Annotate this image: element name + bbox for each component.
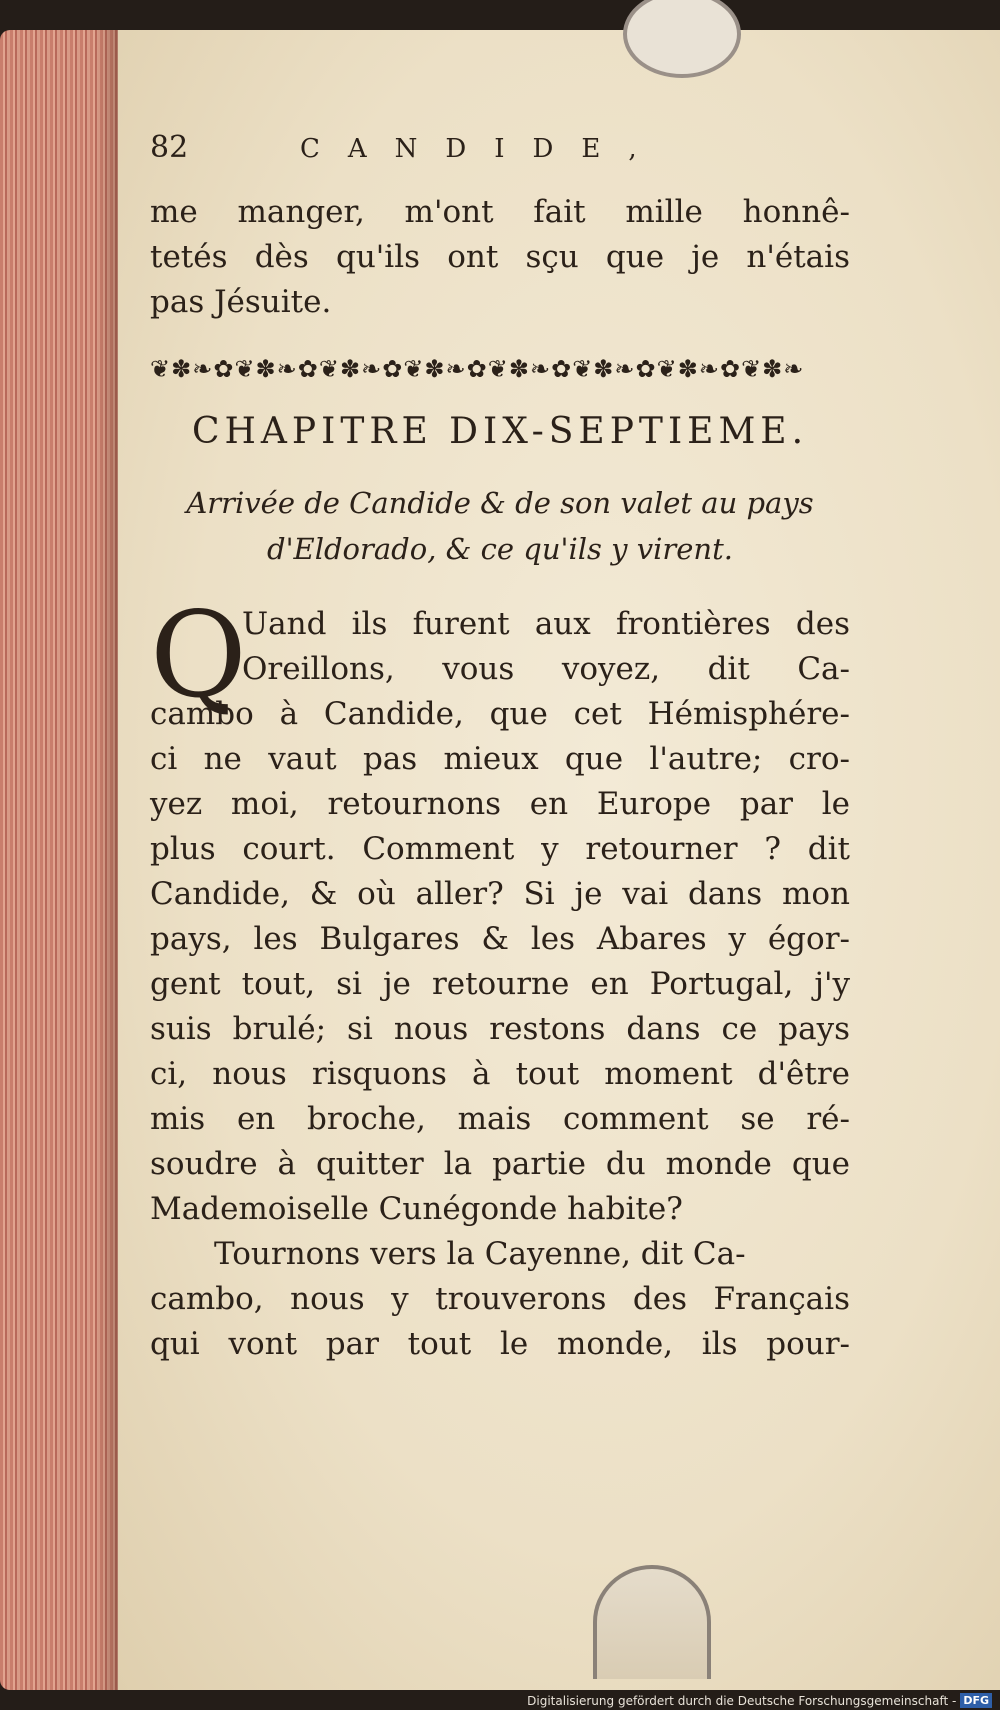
top-text-block	[150, 190, 850, 325]
drop-cap: Q	[150, 586, 247, 724]
paragraph-1	[150, 586, 850, 1232]
text-line: gent tout, si je retourne en Portugal, j'y	[150, 966, 850, 1002]
text-line: qui vont par tout le monde, ils pour-	[150, 1326, 850, 1362]
text-line: Candide, & où aller? Si je vai dans mon	[150, 876, 850, 912]
text-line: pays, les Bulgares & les Abares y égor-	[150, 921, 850, 957]
text-line: mis en broche, mais comment se ré-	[150, 1101, 850, 1137]
decorative-ornament-rule: ❦✽❧✿❦✽❧✿❦✽❧✿❦✽❧✿❦✽❧✿❦✽❧✿❦✽❧✿❦✽❧	[150, 355, 805, 383]
footer-credit: Digitalisierung gefördert durch die Deutsche Forschungsgemeinschaft -	[527, 1693, 957, 1708]
page-text	[150, 130, 850, 1367]
text-line: cambo, nous y trouverons des Français	[150, 1281, 850, 1317]
running-head	[150, 130, 850, 190]
text-line: Oreillons, vous voyez, dit Ca-	[242, 651, 850, 687]
bottom-clasp	[593, 1565, 711, 1679]
chapter-heading: CHAPITRE DIX-SEPTIEME.	[191, 411, 809, 452]
subtitle-line: Arrivée de Candide & de son valet au pays	[186, 486, 814, 520]
text-line: soudre à quitter la partie du monde que	[150, 1146, 850, 1182]
text-line: plus court. Comment y retourner ? dit	[150, 831, 850, 867]
text-line: pas Jésuite.	[150, 284, 332, 320]
subtitle-line: d'Eldorado, & ce qu'ils y virent.	[267, 532, 733, 566]
text-line: Tournons vers la Cayenne, dit Ca-	[214, 1236, 746, 1272]
text-line: ci, nous risquons à tout moment d'être	[150, 1056, 850, 1092]
running-title: CANDIDE,	[300, 134, 665, 164]
page-number: 82	[150, 130, 189, 165]
chapter-subtitle	[150, 480, 850, 572]
text-line: yez moi, retournons en Europe par le	[150, 786, 850, 822]
top-clasp	[623, 0, 741, 78]
text-line: Mademoiselle Cunégonde habite?	[150, 1191, 683, 1227]
text-line: suis brulé; si nous restons dans ce pays	[150, 1011, 850, 1047]
text-line: Uand ils furent aux frontières des	[242, 606, 850, 642]
dfg-logo: DFG	[960, 1693, 992, 1708]
text-line: tetés dès qu'ils ont sçu que je n'étais	[150, 239, 850, 275]
text-line: cambo à Candide, que cet Hémisphére-	[150, 696, 850, 732]
text-line: ci ne vaut pas mieux que l'autre; cro-	[150, 741, 850, 777]
digitization-footer	[527, 1693, 992, 1708]
paragraph-2	[150, 1232, 850, 1367]
text-line: me manger, m'ont fait mille honnê-	[150, 194, 850, 230]
